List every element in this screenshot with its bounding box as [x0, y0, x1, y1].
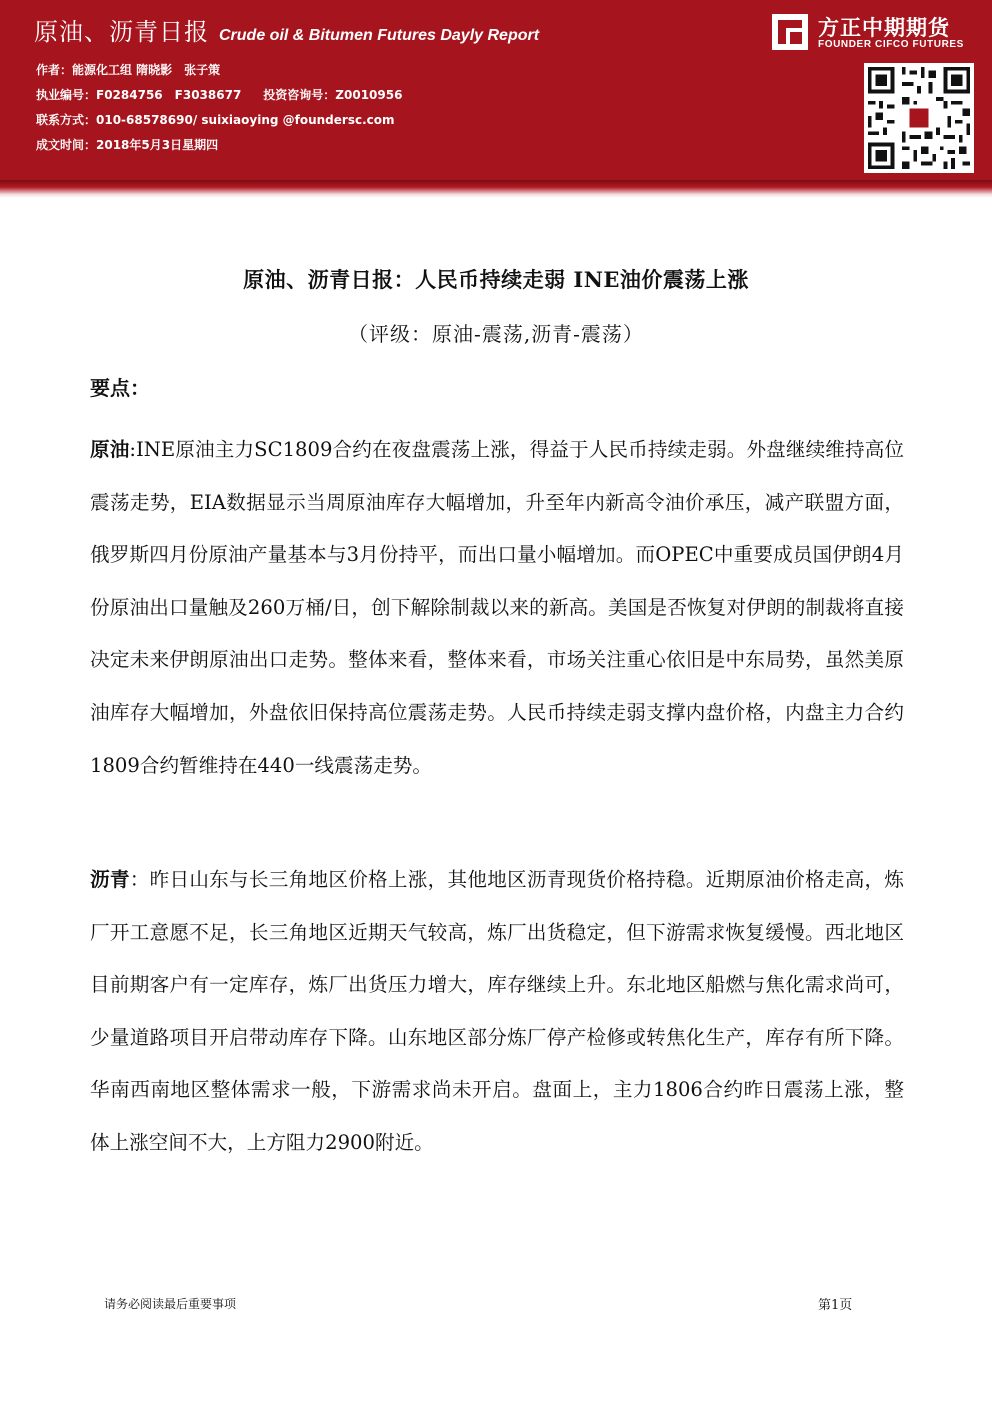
- bitumen-text: ：昨日山东与长三角地区价格上涨，其他地区沥青现货价格持稳。近期原油价格走高，炼厂开工意愿不足，长三角地区近期天气较高，炼厂出货稳定，但下游需求恢复缓慢。西北地区目前期客户有一定库存，炼厂出货压力增大，库存继续上升。东北地区船燃与焦化需求尚可，少量道路项目开启带动库存下降。山东地区部分炼厂停产检修或转焦化生产，库存有所下降。华南西南地区整体需求一般，下游需求尚未开启。盘面上，主力1806合约昨日震荡上涨，整体上涨空间不大，上方阻力2900附近。: [90, 868, 905, 1154]
- company-name-cn: 方正中期期货: [818, 16, 950, 40]
- license-line: [36, 83, 402, 108]
- author-line: 作者：能源化工组 隋晓影 张子策: [36, 63, 221, 77]
- keypoints-heading: 要点：: [90, 376, 150, 400]
- consult-number: 投资咨询号：Z0010956: [263, 88, 403, 102]
- page-number: 第1页: [818, 1298, 853, 1313]
- company-name-en: FOUNDER CIFCO FUTURES: [818, 39, 964, 50]
- contact-line: 联系方式：010-68578690/ suixiaoying @foundersc.com: [36, 113, 395, 127]
- report-header-title: [34, 12, 539, 47]
- document-rating: （评级：原油-震荡,沥青-震荡）: [348, 322, 644, 346]
- bitumen-paragraph: [90, 854, 904, 1170]
- crude-oil-label: 原油: [90, 438, 130, 461]
- license-number: 执业编号：F0284756 F3038677: [36, 88, 242, 102]
- qr-code-icon: [864, 63, 974, 173]
- report-title-cn: 原油、沥青日报: [34, 18, 209, 46]
- company-logo: [772, 10, 982, 56]
- header-divider: [0, 180, 992, 198]
- report-title-en: Crude oil & Bitumen Futures Dayly Report: [219, 27, 540, 44]
- crude-oil-text: :INE原油主力SC1809合约在夜盘震荡上涨，得益于人民币持续走弱。外盘继续维持高位震荡走势，EIA数据显示当周原油库存大幅增加，升至年内新高令油价承压，减产联盟方面，俄罗斯四月份原油产量基本与3月份持平，而出口量小幅增加。而OPEC中重要成员国伊朗4月份原油出口量触及260万桶/日，创下解除制裁以来的新高。美国是否恢复对伊朗的制裁将直接决定未来伊朗原油出口走势。整体来看，整体来看，市场关注重心依旧是中东局势，虽然美原油库存大幅增加，外盘依旧保持高位震荡走势。人民币持续走弱支撑内盘价格，内盘主力合约1809合约暂维持在440一线震荡走势。: [90, 438, 904, 777]
- date-line: 成文时间：2018年5月3日星期四: [36, 138, 219, 152]
- author-info: [36, 58, 402, 158]
- document-title: 原油、沥青日报：人民币持续走弱 INE油价震荡上涨: [243, 267, 749, 292]
- founder-logo-icon: [772, 14, 808, 50]
- footer-notice: 请务必阅读最后重要事项: [104, 1297, 237, 1311]
- crude-oil-paragraph: [90, 424, 904, 792]
- report-header-band: [0, 0, 992, 180]
- bitumen-label: 沥青: [90, 868, 130, 891]
